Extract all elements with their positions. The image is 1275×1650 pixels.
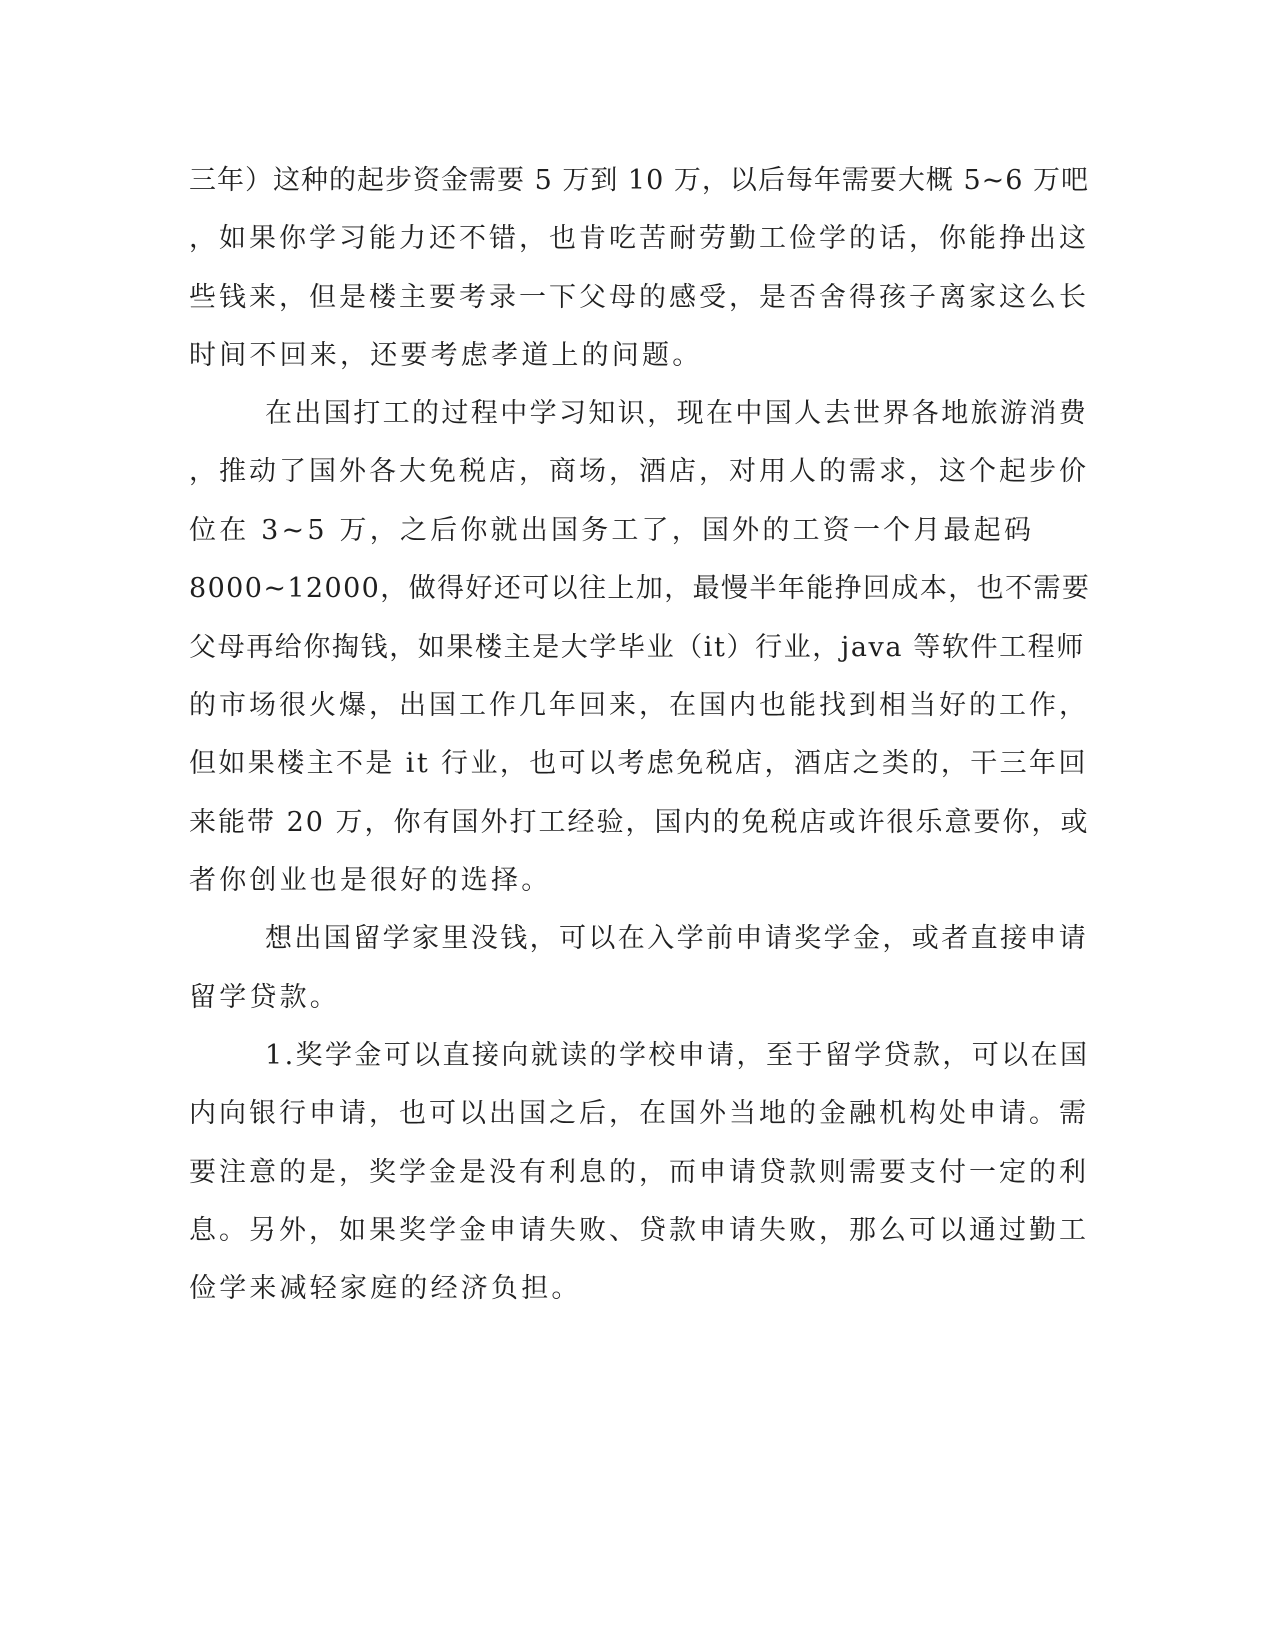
text-line: 留学贷款。 — [189, 982, 340, 1013]
text-line: 俭学来减轻家庭的经济负担。 — [189, 1273, 582, 1304]
text-line: 8000~12000，做得好还可以往上加，最慢半年能挣回成本，也不需要 — [189, 573, 1091, 604]
text-line: 时间不回来，还要考虑孝道上的问题。 — [189, 340, 703, 371]
text-line: ，推动了国外各大免税店，商场，酒店，对用人的需求，这个起步价 — [189, 456, 1089, 487]
text-line: 三年）这种的起步资金需要 5 万到 10 万，以后每年需要大概 5~6 万吧 — [189, 165, 1090, 196]
text-line: 但如果楼主不是 it 行业，也可以考虑免税店，酒店之类的，干三年回 — [189, 748, 1088, 779]
text-line: 位在 3~5 万，之后你就出国务工了，国外的工资一个月最起码 — [189, 515, 1035, 546]
text-line: 者你创业也是很好的选择。 — [189, 865, 552, 896]
text-line: 息。另外，如果奖学金申请失败、贷款申请失败，那么可以通过勤工 — [189, 1215, 1089, 1246]
text-line: 要注意的是，奖学金是没有利息的，而申请贷款则需要支付一定的利 — [189, 1157, 1089, 1188]
text-line: 些钱来，但是楼主要考录一下父母的感受，是否舍得孩子离家这么长 — [189, 282, 1089, 313]
text-line: 1.奖学金可以直接向就读的学校申请，至于留学贷款，可以在国 — [265, 1040, 1090, 1071]
text-line: 想出国留学家里没钱，可以在入学前申请奖学金，或者直接申请 — [265, 923, 1089, 954]
text-line: ，如果你学习能力还不错，也肯吃苦耐劳勤工俭学的话，你能挣出这 — [189, 223, 1089, 254]
text-line: 父母再给你掏钱，如果楼主是大学毕业（it）行业，java 等软件工程师 — [189, 632, 1085, 663]
text-line: 内向银行申请，也可以出国之后，在国外当地的金融机构处申请。需 — [189, 1098, 1089, 1129]
text-line: 在出国打工的过程中学习知识，现在中国人去世界各地旅游消费 — [265, 398, 1089, 429]
text-line: 的市场很火爆，出国工作几年回来，在国内也能找到相当好的工作， — [189, 690, 1089, 721]
text-line: 来能带 20 万，你有国外打工经验，国内的免税店或许很乐意要你，或 — [189, 807, 1090, 838]
